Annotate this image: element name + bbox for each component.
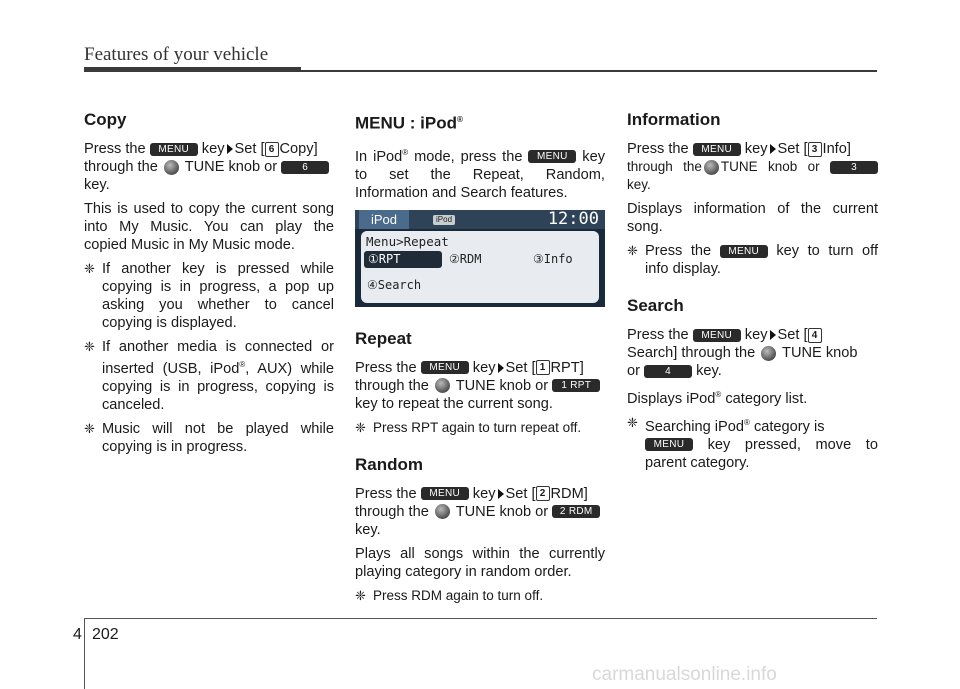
arrow-icon xyxy=(498,489,504,499)
screen-option-rdm: ②RDM xyxy=(449,251,482,266)
key-1-rpt-icon: 1 RPT xyxy=(552,379,600,392)
footer-rule xyxy=(84,618,877,619)
screen-option-search: ④Search xyxy=(367,277,422,292)
random-description: Plays all songs within the currently playing category in random order. xyxy=(355,545,605,580)
search-note: ❈ Searching iPod® category is MENU key pressed, move to parent category. xyxy=(627,414,878,471)
screen-option-rpt: ①RPT xyxy=(364,251,442,268)
chapter-number: 4 xyxy=(73,626,82,643)
menu-key-icon: MENU xyxy=(693,143,741,156)
copy-note-1: ❈ If another key is pressed while copying is in progress, a pop up asking you whether to cancel copying is displayed. xyxy=(84,261,334,331)
tune-knob-icon xyxy=(164,160,179,175)
note-icon: ❈ xyxy=(84,420,95,436)
note-icon: ❈ xyxy=(355,587,366,603)
watermark: carmanualsonline.info xyxy=(592,664,777,685)
screen-clock: 12:00 xyxy=(547,209,599,229)
menu-ipod-section xyxy=(355,110,605,611)
repeat-note: ❈ Press RPT again to turn repeat off. xyxy=(355,419,582,435)
note-icon: ❈ xyxy=(627,414,638,430)
tune-knob-icon xyxy=(435,378,450,393)
arrow-icon xyxy=(770,144,776,154)
key-4-icon: 4 xyxy=(644,365,692,378)
note-icon: ❈ xyxy=(355,419,366,435)
arrow-icon xyxy=(227,144,233,154)
menu-key-icon: MENU xyxy=(693,329,741,342)
copy-step-1: Press the MENU key Set [ 6 Copy] through the TUNE knob or 6 key. xyxy=(84,140,334,194)
search-step-1: Press the MENU key Set [ 4 Search] through the TUNE knob or 4 key. xyxy=(627,327,858,379)
number-3-icon: 3 xyxy=(808,142,822,157)
menu-ipod-heading: MENU : iPod® xyxy=(355,113,463,133)
random-step-1: Press the MENU key Set [ 2 RDM] through the TUNE knob or 2 RDM key. xyxy=(355,485,605,539)
random-heading: Random xyxy=(355,454,423,474)
number-1-icon: 1 xyxy=(536,360,550,375)
number-6-icon: 6 xyxy=(265,142,279,157)
menu-key-icon: MENU xyxy=(421,361,469,374)
page-header-title: Features of your vehicle xyxy=(84,44,269,65)
menu-key-icon: MENU xyxy=(150,143,198,156)
copy-section xyxy=(84,110,334,462)
note-icon: ❈ xyxy=(84,261,95,276)
tune-knob-icon xyxy=(704,160,719,175)
arrow-icon xyxy=(498,363,504,373)
page-number: 202 xyxy=(92,626,119,643)
menu-key-icon: MENU xyxy=(645,438,693,451)
information-note: ❈ Press the MENU key to turn off info display. xyxy=(627,243,878,277)
note-icon: ❈ xyxy=(627,243,638,258)
arrow-icon xyxy=(770,330,776,340)
repeat-step-1: Press the MENU key Set [ 1 RPT] through the TUNE knob or 1 RPT key to repeat the current song. xyxy=(355,359,605,413)
key-6-icon: 6 xyxy=(281,161,329,174)
header-rule xyxy=(301,70,877,72)
screen-ipod-badge: iPod xyxy=(433,215,455,225)
copy-note-3: ❈ Music will not be played while copying is in progress. xyxy=(84,420,334,455)
footer-divider xyxy=(84,619,85,689)
number-4-icon: 4 xyxy=(808,328,822,343)
information-description: Displays information of the current song. xyxy=(627,201,878,235)
copy-heading: Copy xyxy=(84,110,127,129)
repeat-heading: Repeat xyxy=(355,328,412,348)
copy-description: This is used to copy the current song into My Music. You can play the copied Music in My Music mode. xyxy=(84,201,334,253)
search-heading: Search xyxy=(627,296,684,315)
copy-note-2: ❈ If another media is connected or inserted (USB, iPod®, AUX) while copying is in progress, copying is canceled. xyxy=(84,339,334,413)
note-icon: ❈ xyxy=(84,339,95,354)
key-2-rdm-icon: 2 RDM xyxy=(552,505,600,518)
information-section xyxy=(627,110,878,478)
number-2-icon: 2 xyxy=(536,486,550,501)
screen-option-info: ③Info xyxy=(533,251,573,266)
tune-knob-icon xyxy=(761,346,776,361)
menu-key-icon: MENU xyxy=(720,245,768,258)
header-bar xyxy=(84,67,301,72)
screen-menu-panel xyxy=(361,231,599,303)
information-step-1: Press the MENU key Set [ 3 Info] through the TUNE knob or 3 key. xyxy=(627,140,878,194)
menu-key-icon: MENU xyxy=(421,487,469,500)
search-description: Displays iPod® category list. xyxy=(627,390,808,407)
menu-ipod-intro: In iPod® mode, press the MENU key to set the Repeat, Random, Information and Search features. xyxy=(355,147,605,201)
ipod-screen-image xyxy=(355,210,605,307)
information-heading: Information xyxy=(627,110,721,129)
screen-menu-path: Menu>Repeat xyxy=(366,233,449,249)
tune-knob-icon xyxy=(435,504,450,519)
random-note: ❈ Press RDM again to turn off. xyxy=(355,587,544,603)
screen-app-tab: iPod xyxy=(359,210,409,229)
key-3-icon: 3 xyxy=(830,161,878,174)
menu-key-icon: MENU xyxy=(528,150,576,163)
